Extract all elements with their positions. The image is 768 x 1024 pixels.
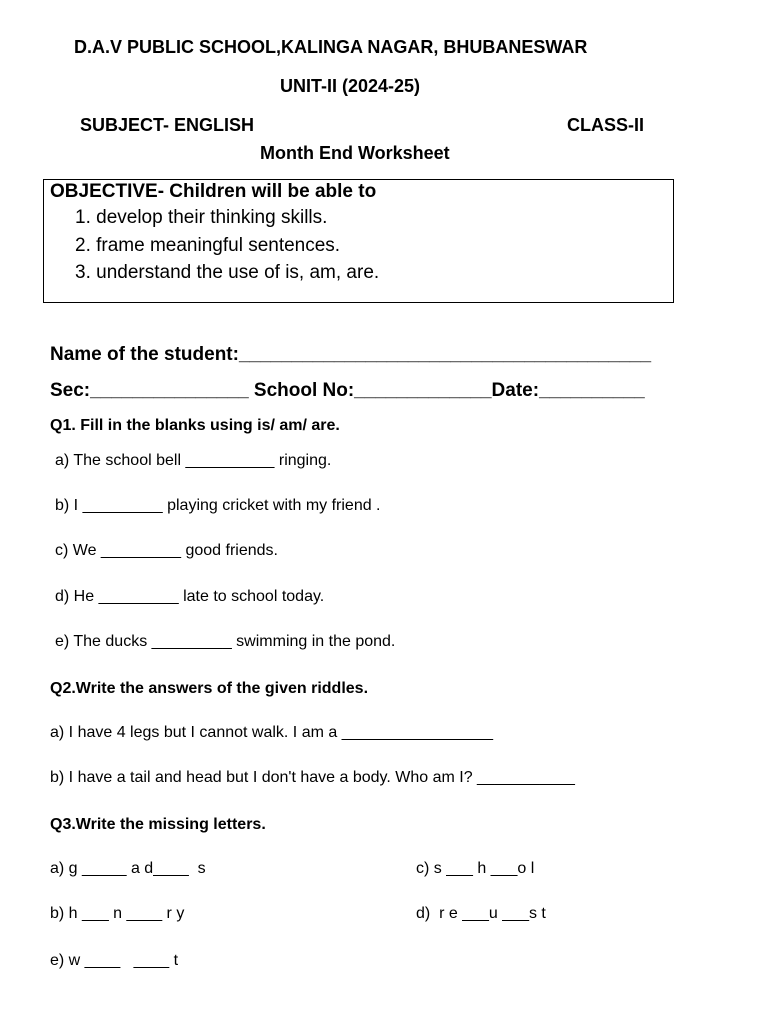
q3-item-c[interactable]: c) s ___ h ___o l bbox=[416, 860, 535, 877]
objective-item: 1. develop their thinking skills. bbox=[75, 207, 328, 228]
q1-item-c[interactable]: c) We _________ good friends. bbox=[55, 542, 278, 559]
q3-heading: Q3.Write the missing letters. bbox=[50, 816, 266, 833]
sec-school-date-field[interactable]: Sec:_______________ School No:_____________Date:__________ bbox=[50, 380, 645, 401]
class-label: CLASS-II bbox=[567, 115, 645, 135]
q1-item-a[interactable]: a) The school bell __________ ringing. bbox=[55, 452, 332, 469]
objective-title: OBJECTIVE- Children will be able to bbox=[50, 181, 377, 202]
subject-label: SUBJECT- ENGLISH bbox=[80, 115, 255, 135]
objective-item: 2. frame meaningful sentences. bbox=[75, 235, 341, 256]
q3-item-d[interactable]: d) r e ___u ___s t bbox=[416, 905, 546, 922]
q2-item-a[interactable]: a) I have 4 legs but I cannot walk. I am a _________________ bbox=[50, 724, 493, 741]
q1-item-e[interactable]: e) The ducks _________ swimming in the pond. bbox=[55, 633, 396, 650]
q3-item-b[interactable]: b) h ___ n ____ r y bbox=[50, 905, 185, 922]
school-name: D.A.V PUBLIC SCHOOL,KALINGA NAGAR, BHUBANESWAR bbox=[74, 37, 588, 57]
worksheet-title: Month End Worksheet bbox=[260, 143, 450, 163]
q3-item-a[interactable]: a) g _____ a d____ s bbox=[50, 860, 206, 877]
q1-item-d[interactable]: d) He _________ late to school today. bbox=[55, 588, 325, 605]
student-name-field[interactable]: Name of the student:_______________________________________ bbox=[50, 344, 652, 365]
q2-heading: Q2.Write the answers of the given riddles. bbox=[50, 680, 369, 697]
objective-item: 3. understand the use of is, am, are. bbox=[75, 262, 380, 283]
q2-item-b[interactable]: b) I have a tail and head but I don't have a body. Who am I? ___________ bbox=[50, 769, 575, 786]
q3-item-e[interactable]: e) w ____ ____ t bbox=[50, 952, 179, 969]
unit-title: UNIT-II (2024-25) bbox=[280, 76, 421, 96]
q1-item-b[interactable]: b) I _________ playing cricket with my friend . bbox=[55, 497, 381, 514]
q1-heading: Q1. Fill in the blanks using is/ am/ are. bbox=[50, 417, 340, 434]
